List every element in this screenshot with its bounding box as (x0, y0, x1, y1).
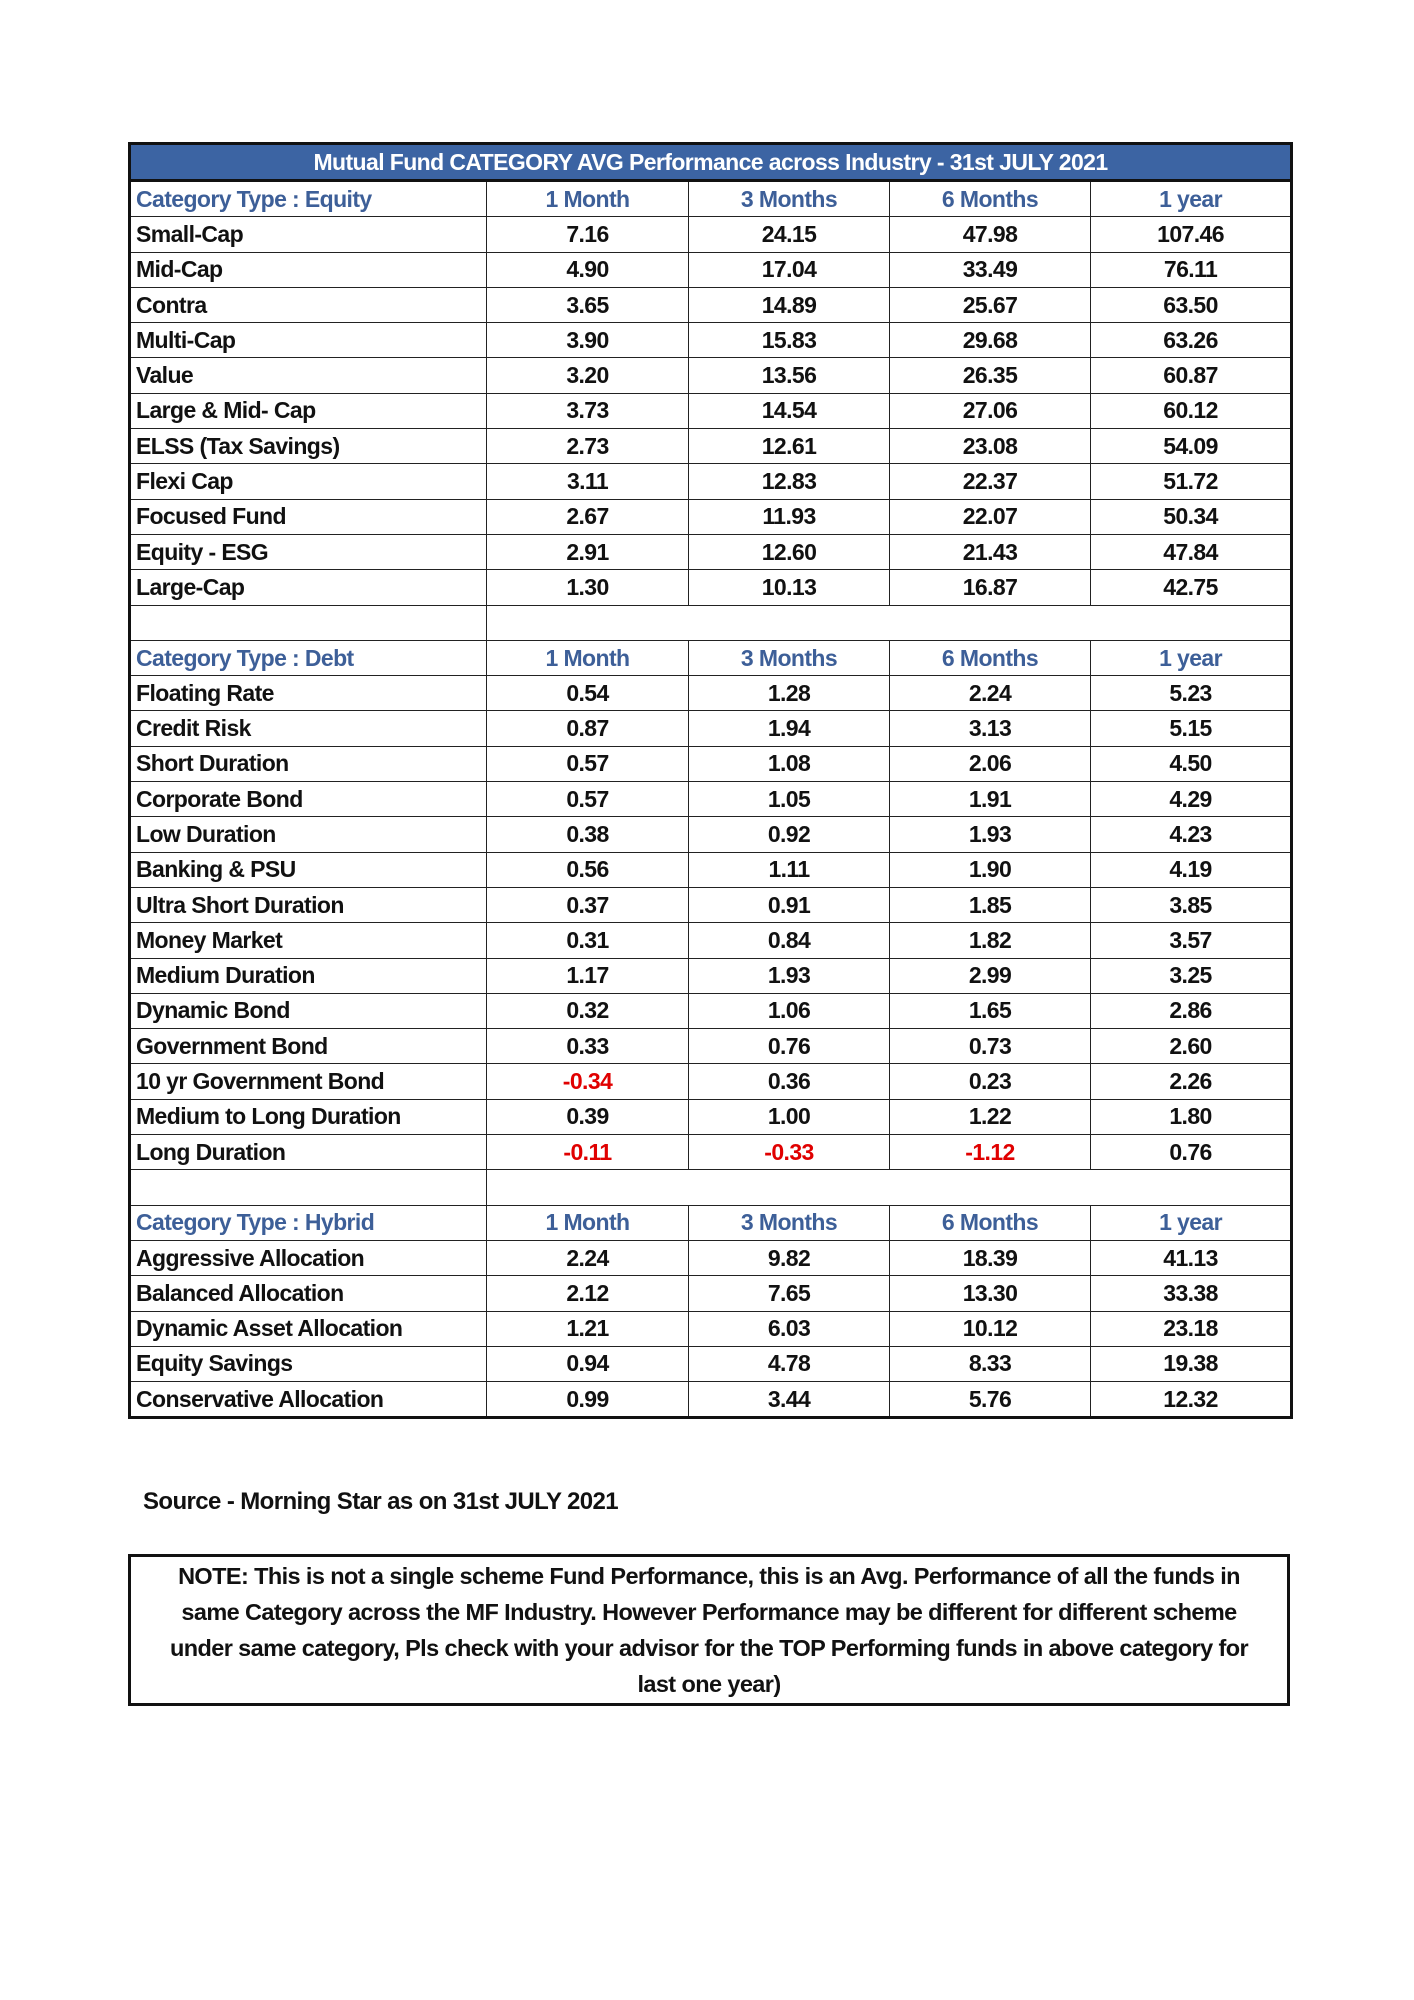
column-header: 6 Months (890, 1205, 1091, 1240)
return-value: 0.33 (487, 1029, 689, 1064)
category-performance-table (128, 142, 1293, 1419)
return-value: 0.39 (487, 1099, 689, 1134)
category-name: Dynamic Asset Allocation (130, 1311, 487, 1346)
table-row (130, 499, 1292, 534)
return-value: 63.26 (1091, 323, 1292, 358)
return-value: 1.00 (689, 1099, 890, 1134)
category-name: Mid-Cap (130, 252, 487, 287)
category-name: Floating Rate (130, 676, 487, 711)
return-value: 12.61 (689, 429, 890, 464)
column-header: 1 year (1091, 1205, 1292, 1240)
category-name: Conservative Allocation (130, 1382, 487, 1418)
section-label: Category Type : Hybrid (130, 1205, 487, 1240)
category-name: Medium to Long Duration (130, 1099, 487, 1134)
table-row (130, 1382, 1292, 1418)
category-name: Equity Savings (130, 1346, 487, 1381)
return-value: 2.91 (487, 534, 689, 569)
return-value: -0.33 (689, 1135, 890, 1170)
return-value: 22.07 (890, 499, 1091, 534)
return-value: 16.87 (890, 570, 1091, 605)
return-value: 76.11 (1091, 252, 1292, 287)
return-value: 5.23 (1091, 676, 1292, 711)
category-name: Government Bond (130, 1029, 487, 1064)
category-name: Equity - ESG (130, 534, 487, 569)
return-value: 2.99 (890, 958, 1091, 993)
return-value: 3.65 (487, 287, 689, 322)
table-row (130, 252, 1292, 287)
table-row (130, 570, 1292, 605)
column-header: 1 Month (487, 1205, 689, 1240)
return-value: 23.08 (890, 429, 1091, 464)
return-value: 14.54 (689, 393, 890, 428)
category-name: Dynamic Bond (130, 993, 487, 1028)
return-value: 4.19 (1091, 852, 1292, 887)
table-row (130, 358, 1292, 393)
spacer-cell (487, 605, 1292, 640)
return-value: 0.73 (890, 1029, 1091, 1064)
spacer-cell (130, 605, 487, 640)
category-name: Aggressive Allocation (130, 1240, 487, 1275)
table-row (130, 1346, 1292, 1381)
return-value: 2.26 (1091, 1064, 1292, 1099)
table-row (130, 1064, 1292, 1099)
table-row (130, 534, 1292, 569)
return-value: 14.89 (689, 287, 890, 322)
return-value: 0.57 (487, 746, 689, 781)
table-row (130, 958, 1292, 993)
spacer-row (130, 605, 1292, 640)
table-row (130, 746, 1292, 781)
table-title: Mutual Fund CATEGORY AVG Performance across Industry - 31st JULY 2021 (130, 144, 1292, 181)
return-value: 0.76 (689, 1029, 890, 1064)
return-value: 33.38 (1091, 1276, 1292, 1311)
return-value: 15.83 (689, 323, 890, 358)
return-value: 0.32 (487, 993, 689, 1028)
category-name: Value (130, 358, 487, 393)
table-row (130, 1240, 1292, 1275)
return-value: 25.67 (890, 287, 1091, 322)
return-value: 4.78 (689, 1346, 890, 1381)
return-value: 5.76 (890, 1382, 1091, 1418)
table-row (130, 1029, 1292, 1064)
column-header: 1 Month (487, 181, 689, 217)
table-row (130, 393, 1292, 428)
return-value: 1.93 (890, 817, 1091, 852)
section-header-row (130, 181, 1292, 217)
return-value: 7.65 (689, 1276, 890, 1311)
return-value: 1.65 (890, 993, 1091, 1028)
return-value: 3.90 (487, 323, 689, 358)
return-value: 2.86 (1091, 993, 1292, 1028)
spacer-row (130, 1170, 1292, 1205)
return-value: 0.56 (487, 852, 689, 887)
return-value: 2.24 (890, 676, 1091, 711)
table-row (130, 923, 1292, 958)
return-value: 1.85 (890, 887, 1091, 922)
source-note: Source - Morning Star as on 31st JULY 2021 (143, 1488, 618, 1515)
return-value: 13.30 (890, 1276, 1091, 1311)
return-value: 3.57 (1091, 923, 1292, 958)
return-value: 1.90 (890, 852, 1091, 887)
return-value: 0.84 (689, 923, 890, 958)
return-value: 54.09 (1091, 429, 1292, 464)
column-header: 1 year (1091, 640, 1292, 675)
return-value: 0.76 (1091, 1135, 1292, 1170)
return-value: 8.33 (890, 1346, 1091, 1381)
return-value: 51.72 (1091, 464, 1292, 499)
return-value: 2.06 (890, 746, 1091, 781)
return-value: 9.82 (689, 1240, 890, 1275)
section-label: Category Type : Equity (130, 181, 487, 217)
return-value: 2.67 (487, 499, 689, 534)
return-value: 0.31 (487, 923, 689, 958)
return-value: 0.36 (689, 1064, 890, 1099)
return-value: 1.05 (689, 782, 890, 817)
category-name: Multi-Cap (130, 323, 487, 358)
category-name: Focused Fund (130, 499, 487, 534)
return-value: 50.34 (1091, 499, 1292, 534)
return-value: 4.29 (1091, 782, 1292, 817)
spacer-cell (130, 1170, 487, 1205)
table-title-row (130, 144, 1292, 181)
table-row (130, 817, 1292, 852)
return-value: 10.13 (689, 570, 890, 605)
category-name: Contra (130, 287, 487, 322)
return-value: 0.99 (487, 1382, 689, 1418)
return-value: 12.60 (689, 534, 890, 569)
return-value: 24.15 (689, 217, 890, 252)
category-name: ELSS (Tax Savings) (130, 429, 487, 464)
column-header: 1 year (1091, 181, 1292, 217)
return-value: 3.73 (487, 393, 689, 428)
return-value: 1.28 (689, 676, 890, 711)
return-value: 6.03 (689, 1311, 890, 1346)
return-value: 0.92 (689, 817, 890, 852)
category-name: Flexi Cap (130, 464, 487, 499)
return-value: 2.24 (487, 1240, 689, 1275)
table-row (130, 1311, 1292, 1346)
table-row (130, 464, 1292, 499)
column-header: 3 Months (689, 181, 890, 217)
table-row (130, 323, 1292, 358)
category-name: Large & Mid- Cap (130, 393, 487, 428)
return-value: 42.75 (1091, 570, 1292, 605)
return-value: 27.06 (890, 393, 1091, 428)
return-value: -0.11 (487, 1135, 689, 1170)
return-value: 2.60 (1091, 1029, 1292, 1064)
return-value: 1.21 (487, 1311, 689, 1346)
return-value: 2.73 (487, 429, 689, 464)
return-value: 21.43 (890, 534, 1091, 569)
return-value: 2.12 (487, 1276, 689, 1311)
category-name: Credit Risk (130, 711, 487, 746)
return-value: 12.32 (1091, 1382, 1292, 1418)
return-value: -0.34 (487, 1064, 689, 1099)
category-name: 10 yr Government Bond (130, 1064, 487, 1099)
return-value: 1.30 (487, 570, 689, 605)
return-value: 0.57 (487, 782, 689, 817)
return-value: 26.35 (890, 358, 1091, 393)
return-value: 1.11 (689, 852, 890, 887)
disclaimer-box (128, 1554, 1290, 1706)
table-row (130, 993, 1292, 1028)
section-header-row (130, 1205, 1292, 1240)
table-row (130, 676, 1292, 711)
return-value: 0.38 (487, 817, 689, 852)
return-value: 63.50 (1091, 287, 1292, 322)
return-value: 0.23 (890, 1064, 1091, 1099)
return-value: 3.25 (1091, 958, 1292, 993)
return-value: -1.12 (890, 1135, 1091, 1170)
table-row (130, 287, 1292, 322)
return-value: 4.23 (1091, 817, 1292, 852)
return-value: 3.44 (689, 1382, 890, 1418)
table-row (130, 711, 1292, 746)
disclaimer-text: NOTE: This is not a single scheme Fund Performance, this is an Avg. Performance of all the funds in same Category across the MF Industry. However Performance may be different for different scheme under same category, Pls check with your advisor for the TOP Performing funds in above category for last one year) (169, 1563, 1249, 1697)
section-label: Category Type : Debt (130, 640, 487, 675)
return-value: 0.87 (487, 711, 689, 746)
spacer-cell (487, 1170, 1292, 1205)
return-value: 23.18 (1091, 1311, 1292, 1346)
return-value: 3.85 (1091, 887, 1292, 922)
return-value: 4.50 (1091, 746, 1292, 781)
section-header-row (130, 640, 1292, 675)
return-value: 4.90 (487, 252, 689, 287)
return-value: 10.12 (890, 1311, 1091, 1346)
category-name: Small-Cap (130, 217, 487, 252)
table-row (130, 1276, 1292, 1311)
return-value: 1.80 (1091, 1099, 1292, 1134)
return-value: 0.91 (689, 887, 890, 922)
return-value: 7.16 (487, 217, 689, 252)
table-row (130, 782, 1292, 817)
table-row (130, 1135, 1292, 1170)
return-value: 22.37 (890, 464, 1091, 499)
return-value: 12.83 (689, 464, 890, 499)
category-name: Short Duration (130, 746, 487, 781)
category-name: Corporate Bond (130, 782, 487, 817)
return-value: 1.06 (689, 993, 890, 1028)
return-value: 19.38 (1091, 1346, 1292, 1381)
return-value: 11.93 (689, 499, 890, 534)
return-value: 47.84 (1091, 534, 1292, 569)
column-header: 3 Months (689, 640, 890, 675)
column-header: 1 Month (487, 640, 689, 675)
return-value: 3.13 (890, 711, 1091, 746)
return-value: 107.46 (1091, 217, 1292, 252)
return-value: 18.39 (890, 1240, 1091, 1275)
return-value: 0.94 (487, 1346, 689, 1381)
return-value: 1.08 (689, 746, 890, 781)
return-value: 17.04 (689, 252, 890, 287)
return-value: 1.91 (890, 782, 1091, 817)
return-value: 0.37 (487, 887, 689, 922)
table-row (130, 887, 1292, 922)
return-value: 47.98 (890, 217, 1091, 252)
return-value: 13.56 (689, 358, 890, 393)
column-header: 3 Months (689, 1205, 890, 1240)
category-name: Long Duration (130, 1135, 487, 1170)
return-value: 1.22 (890, 1099, 1091, 1134)
category-name: Medium Duration (130, 958, 487, 993)
table-row (130, 429, 1292, 464)
return-value: 29.68 (890, 323, 1091, 358)
table-row (130, 852, 1292, 887)
column-header: 6 Months (890, 181, 1091, 217)
table-row (130, 1099, 1292, 1134)
category-name: Balanced Allocation (130, 1276, 487, 1311)
column-header: 6 Months (890, 640, 1091, 675)
return-value: 0.54 (487, 676, 689, 711)
category-name: Ultra Short Duration (130, 887, 487, 922)
return-value: 60.87 (1091, 358, 1292, 393)
return-value: 1.94 (689, 711, 890, 746)
return-value: 3.11 (487, 464, 689, 499)
category-name: Low Duration (130, 817, 487, 852)
category-name: Large-Cap (130, 570, 487, 605)
table-row (130, 217, 1292, 252)
return-value: 1.82 (890, 923, 1091, 958)
return-value: 41.13 (1091, 1240, 1292, 1275)
return-value: 3.20 (487, 358, 689, 393)
return-value: 1.93 (689, 958, 890, 993)
return-value: 5.15 (1091, 711, 1292, 746)
return-value: 33.49 (890, 252, 1091, 287)
return-value: 1.17 (487, 958, 689, 993)
return-value: 60.12 (1091, 393, 1292, 428)
category-name: Banking & PSU (130, 852, 487, 887)
category-name: Money Market (130, 923, 487, 958)
